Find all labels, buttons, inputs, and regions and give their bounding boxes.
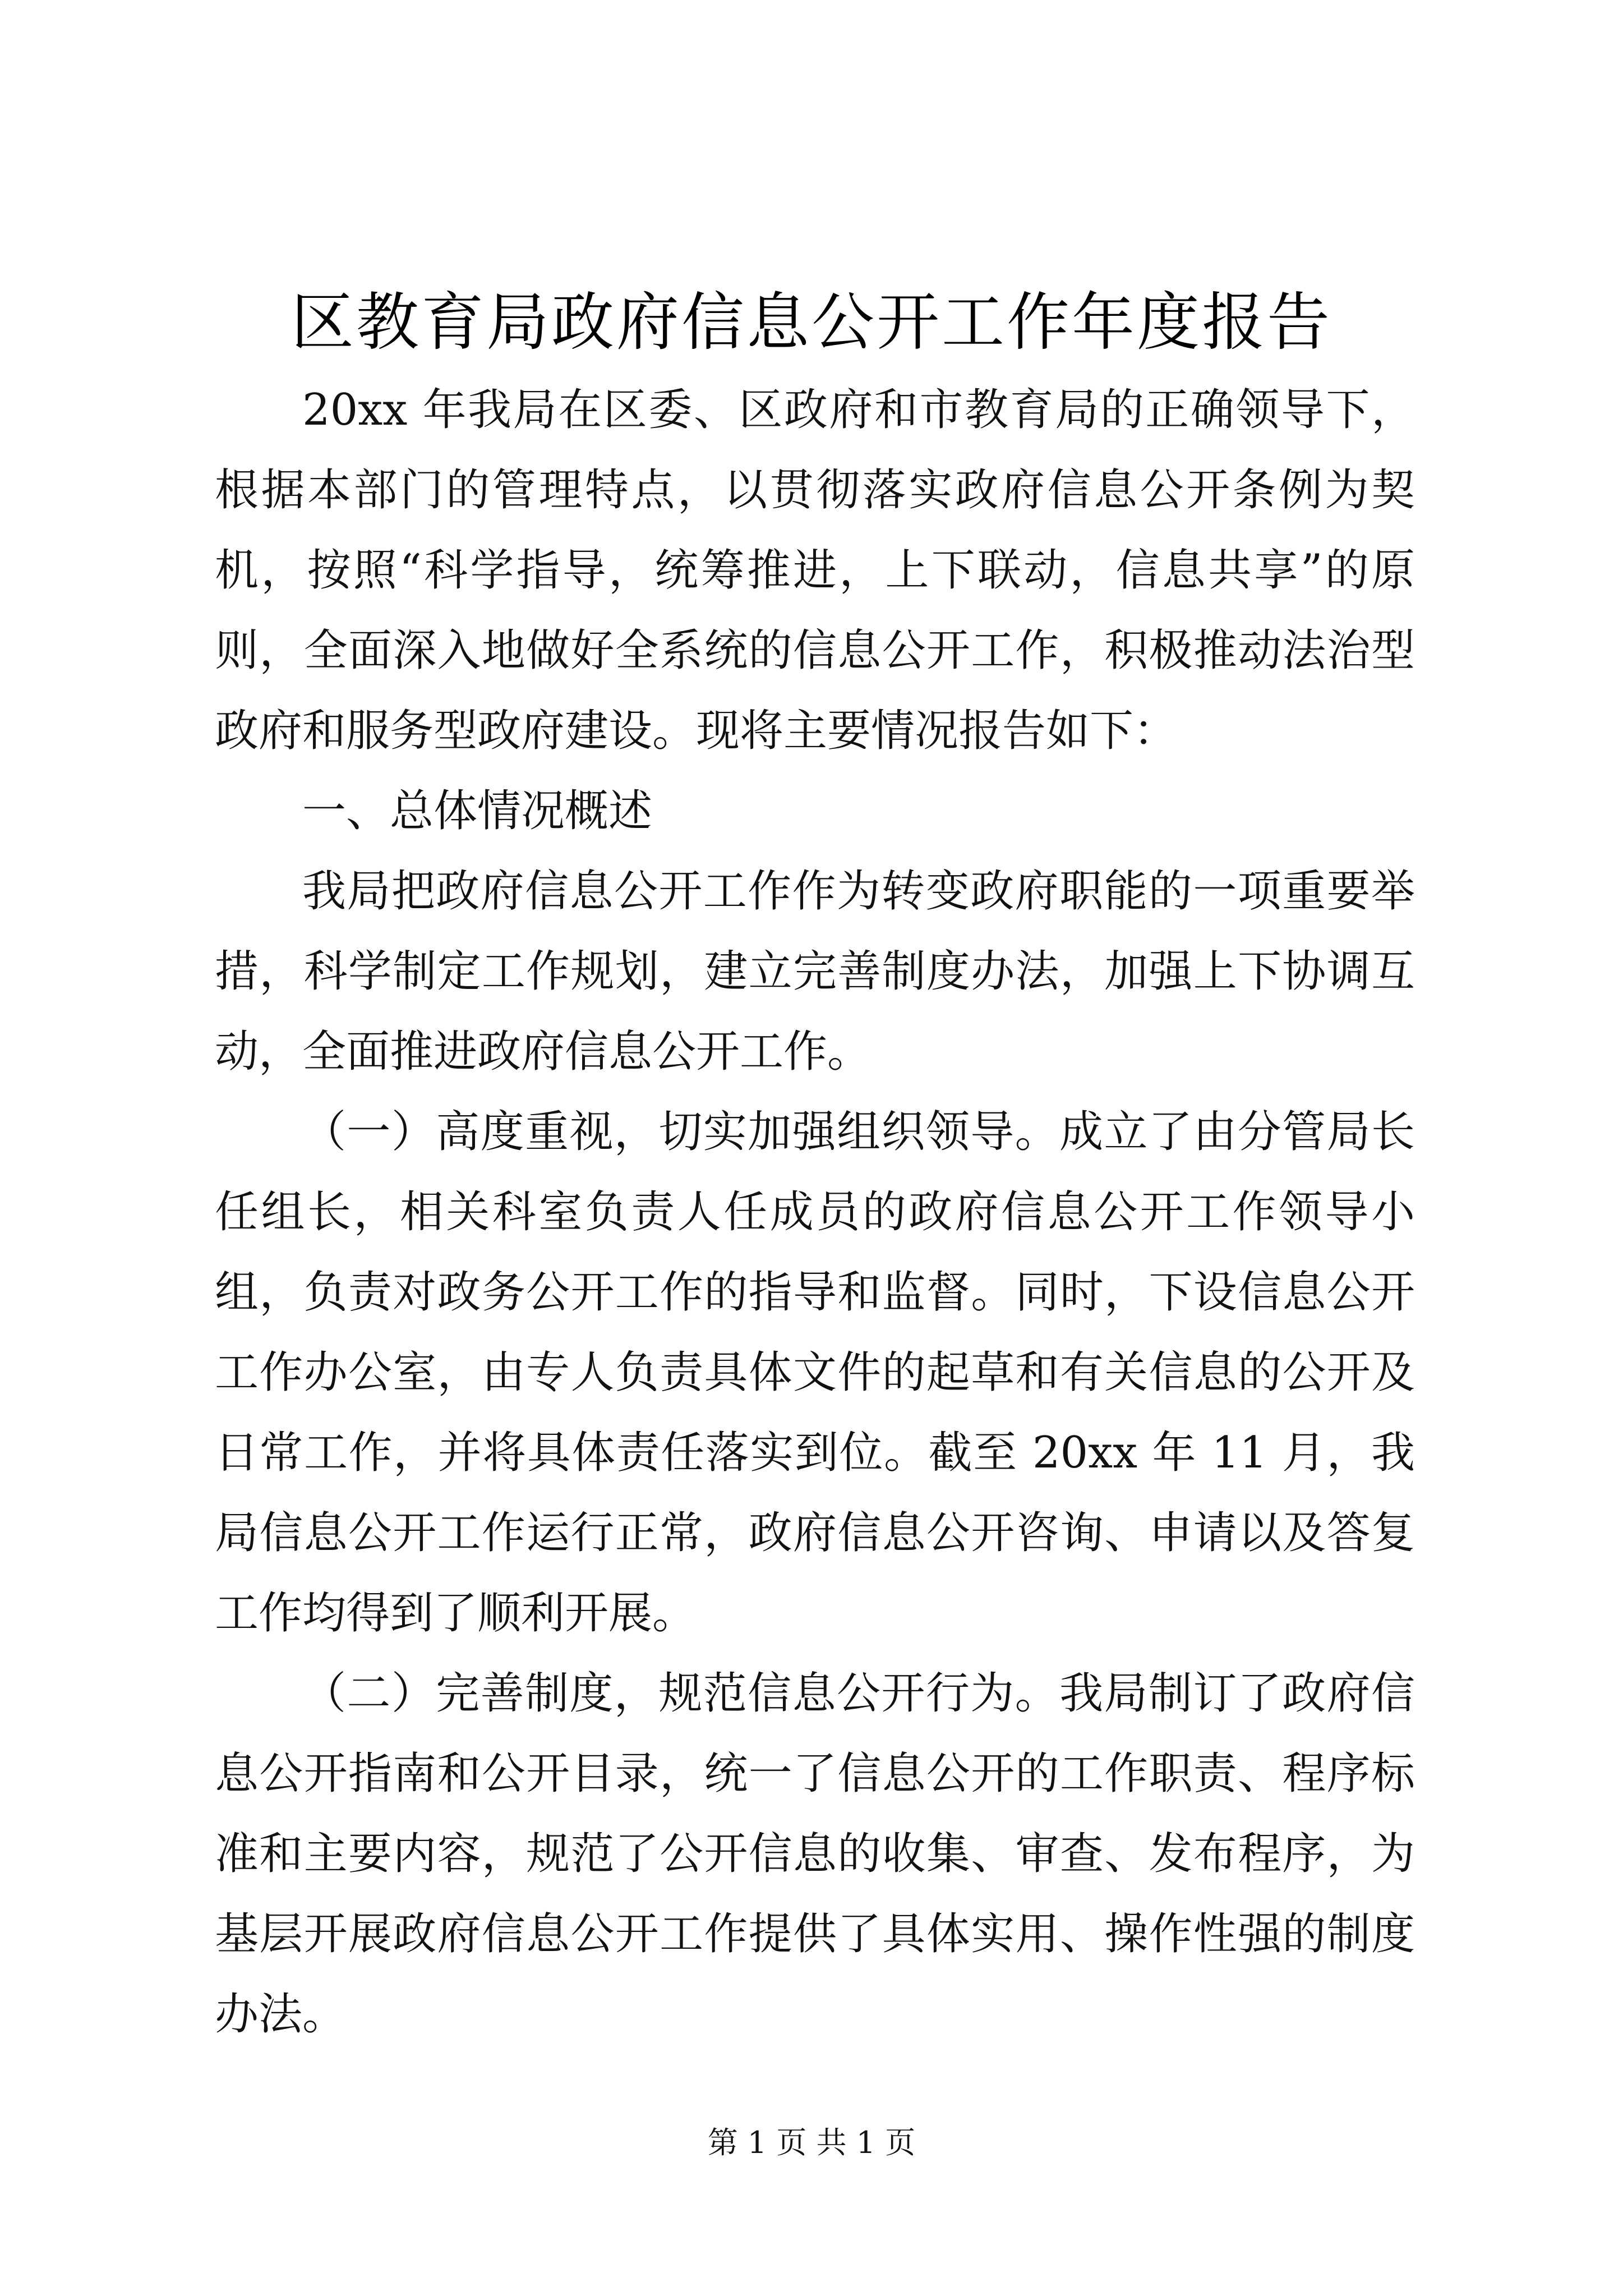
paragraph-organization: （一）高度重视，切实加强组织领导。成立了由分管局长任组长，相关科室负责人任成员的政府信息公开工作领导小组，负责对政务公开工作的指导和监督。同时，下设信息公开工作办公室，由专人负责具体文件的起草和有关信息的公开及日常工作，并将具体责任落实到位。截至 20xx 年 11 月，我局信息公开工作运行正常，政府信息公开咨询、申请以及答复工作均得到了顺利开展。 xyxy=(215,1107,1415,1639)
section-heading-overview: 一、总体情况概述 xyxy=(302,786,653,836)
document-body xyxy=(215,370,1415,2055)
paragraph-regulation: （二）完善制度，规范信息公开行为。我局制订了政府信息公开指南和公开目录，统一了信息公开的工作职责、程序标准和主要内容，规范了公开信息的收集、审查、发布程序，为基层开展政府信息公开工作提供了具体实用、操作性强的制度办法。 xyxy=(215,1668,1415,2040)
page-number-footer: 第 1 页 共 1 页 xyxy=(707,2125,916,2160)
paragraph-overview: 我局把政府信息公开工作作为转变政府职能的一项重要举措，科学制定工作规划，建立完善制度办法，加强上下协调互动，全面推进政府信息公开工作。 xyxy=(215,866,1415,1077)
paragraph-intro: 20xx 年我局在区委、区政府和市教育局的正确领导下，根据本部门的管理特点，以贯彻落实政府信息公开条例为契机，按照“科学指导，统筹推进，上下联动，信息共享”的原则，全面深入地做好全系统的信息公开工作，积极推动法治型政府和服务型政府建设。现将主要情况报告如下： xyxy=(215,385,1415,756)
document-title: 区教育局政府信息公开工作年度报告 xyxy=(291,286,1332,359)
